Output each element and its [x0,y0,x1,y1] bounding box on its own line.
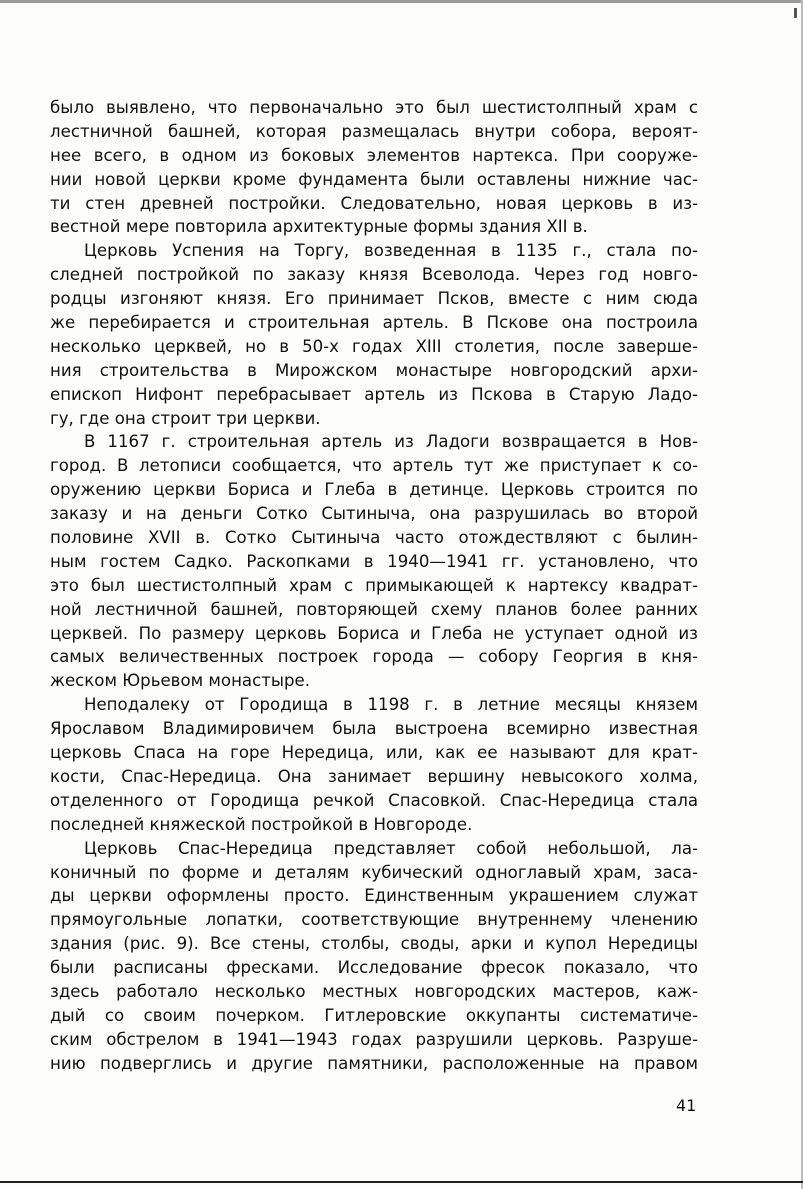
text-line: прямоугольные лопатки, соответствующие внутреннему членению [50,910,698,930]
page-number: 41 [676,1096,697,1115]
text-line: Ярославом Владимировичем была выстроена всемирно известная [50,719,698,739]
text-line: Неподалеку от Городища в 1198 г. в летние месяцы князем [84,695,698,715]
text-line: В 1167 г. строительная артель из Ладоги возвращается в Нов- [84,432,698,452]
text-line: дый со своим почерком. Гитлеровские оккупанты систематиче- [50,1005,698,1025]
text-line: Церковь Спас-Нередица представляет собой небольшой, ла- [84,838,698,858]
text-line: нее всего, в одном из боковых элементов нартекса. При сооруже- [50,145,698,165]
text-line: кости, Спас-Нередица. Она занимает вершину невысокого холма, [50,766,698,786]
text-line: самых величественных построек города — собору Георгия в кня- [50,647,698,667]
text-line: же перебирается и строительная артель. В Пскове она построила [50,313,698,333]
text-line: следней постройкой по заказу князя Всеволода. Через год новго- [50,265,698,285]
text-line: ды церкви оформлены просто. Единственным украшением служат [50,886,698,906]
scan-corner-mark [794,8,797,18]
text-line: вестной мере повторила архитектурные формы здания XII в. [50,217,588,237]
text-line: ти стен древней постройки. Следовательно, новая церковь в из- [50,193,698,213]
text-line: были расписаны фресками. Исследование фресок показало, что [50,958,698,978]
text-line: епископ Нифонт перебрасывает артель из Пскова в Старую Ладо- [50,384,698,404]
text-line: жеском Юрьевом монастыре. [50,671,311,691]
text-line: было выявлено, что первоначально это был шестистолпный храм с [50,98,698,117]
text-line: коничный по форме и деталям кубический одноглавый храм, заса- [50,862,698,882]
text-line: заказу и на деньги Сотко Сытиныча, она разрушилась во второй [50,504,698,524]
scan-bottom-edge [0,1181,803,1183]
text-line: здесь работало несколько местных новгородских мастеров, каж- [50,981,698,1001]
text-line: здания (рис. 9). Все стены, столбы, своды, арки и купол Нередицы [50,934,698,954]
text-line: ским обстрелом в 1941—1943 годах разрушили церковь. Разруше- [50,1029,698,1049]
text-line: Церковь Успения на Торгу, возведенная в 1135 г., стала по- [84,241,698,261]
text-line: ной лестничной башней, повторяющей схему планов более ранних [50,599,698,619]
text-line: нию подверглись и другие памятники, расположенные на правом [50,1053,698,1073]
text-line: ным гостем Садко. Раскопками в 1940—1941 гг. установлено, что [50,551,698,571]
text-line: родцы изгоняют князя. Его принимает Псков, вместе с ним сюда [50,289,698,309]
text-line: половине XVII в. Сотко Сытиныча часто отождествляют с былин- [50,528,698,548]
scan-top-edge [0,0,803,3]
text-line: несколько церквей, но в 50-х годах XIII столетия, после заверше- [50,336,698,356]
text-line: гу, где она строит три церкви. [50,408,321,428]
text-line: нии новой церкви кроме фундамента были оставлены нижние час- [50,169,698,189]
body-text [50,96,698,1076]
text-line: город. В летописи сообщается, что артель тут же приступает к со- [50,456,698,476]
text-line: последней княжеской постройкой в Новгороде. [50,814,473,834]
text-line: отделенного от Городища речкой Спасовкой. Спас-Нередица стала [50,790,698,810]
text-line: ния строительства в Мирожском монастыре новгородский архи- [50,360,698,380]
text-line: церковь Спаса на горе Нередица, или, как ее называют для крат- [50,743,698,763]
text-line: лестничной башней, которая размещалась внутри собора, вероят- [50,121,698,141]
text-line: это был шестистолпный храм с примыкающей к нартексу квадрат- [50,575,698,595]
text-line: церквей. По размеру церковь Бориса и Глеба не уступает одной из [50,623,698,643]
text-line: оружению церкви Бориса и Глеба в детинце. Церковь строится по [50,480,698,500]
